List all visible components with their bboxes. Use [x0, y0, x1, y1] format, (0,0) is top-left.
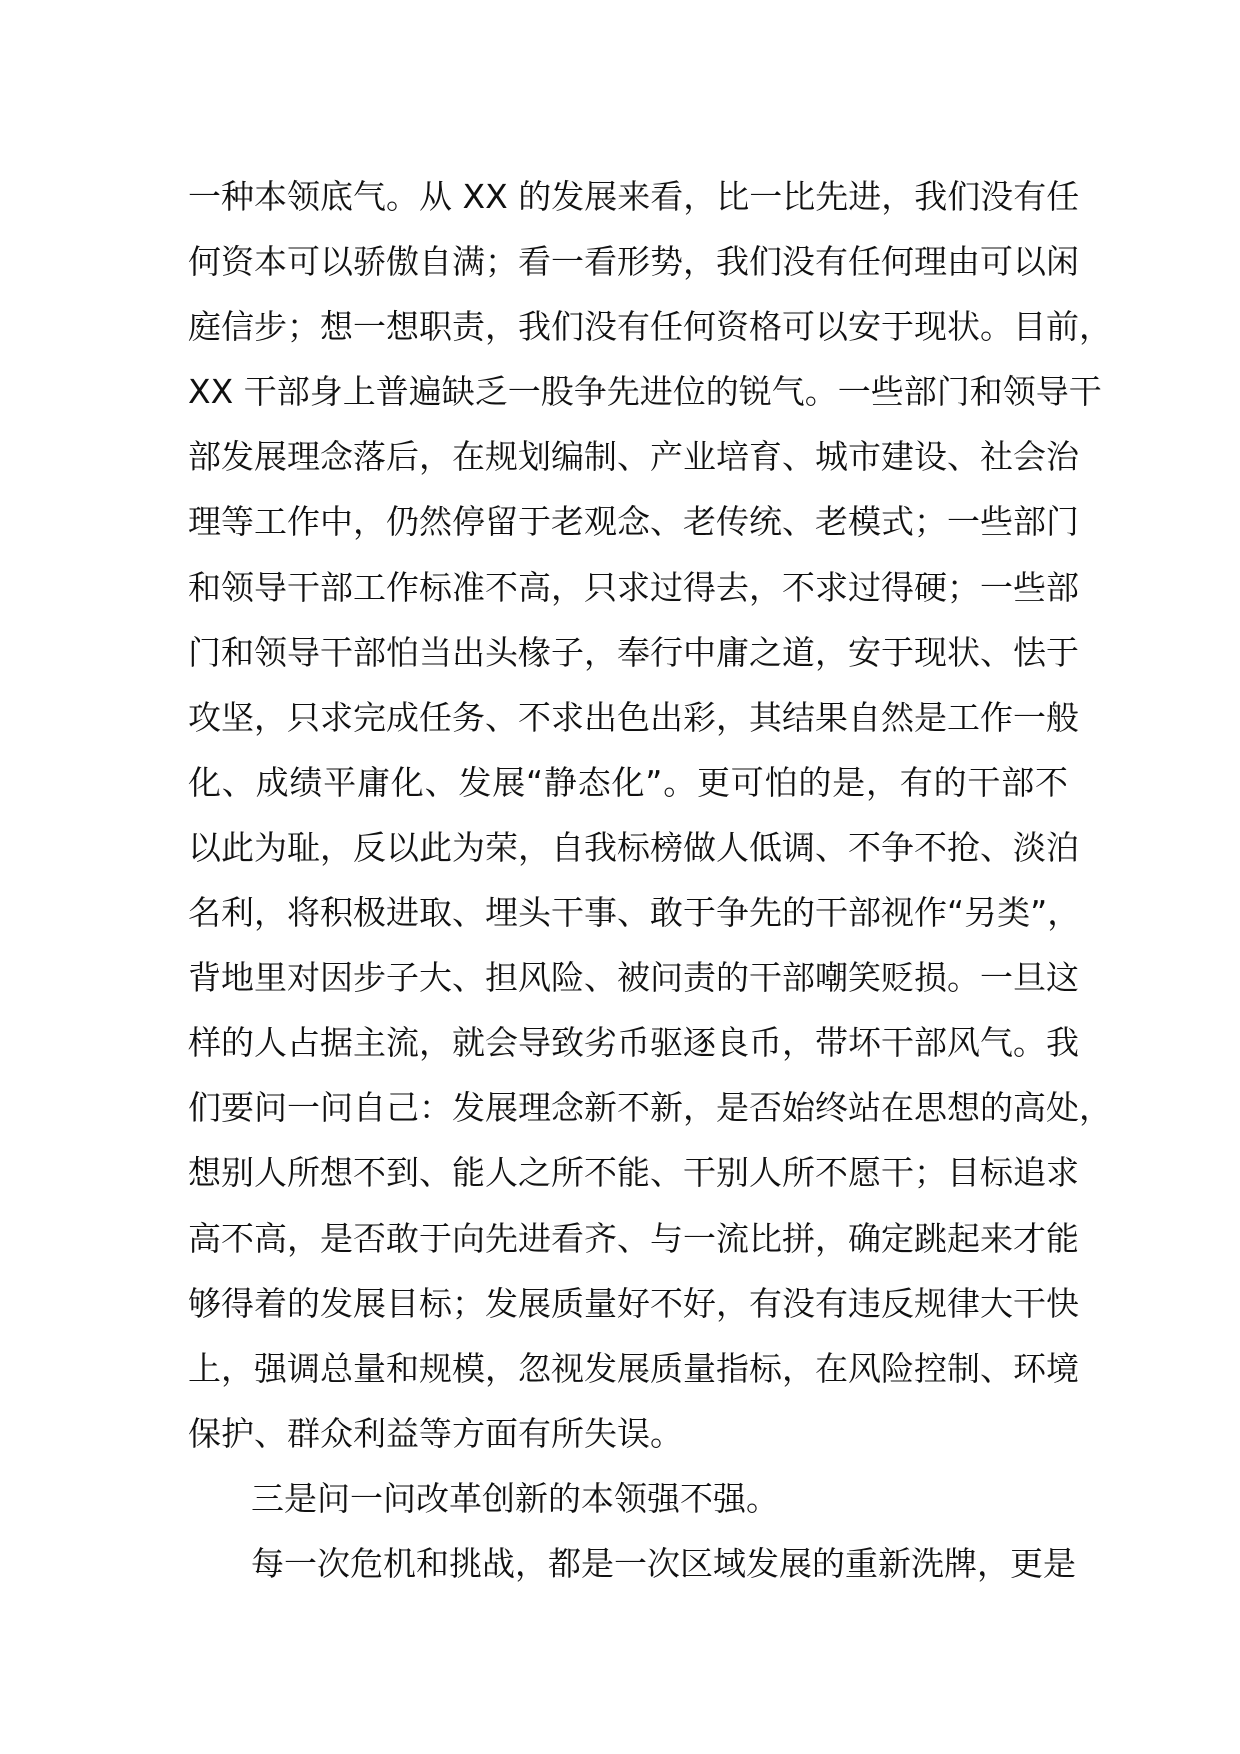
body-text	[188, 164, 1112, 1596]
paragraph-line: 门和领导干部怕当出头椽子，奉行中庸之道，安于现状、怯于	[188, 632, 1079, 672]
paragraph-line: 以此为耻，反以此为荣，自我标榜做人低调、不争不抢、淡泊	[188, 827, 1079, 867]
paragraph-line: 想别人所想不到、能人之所不能、干别人所不愿干；目标追求	[188, 1153, 1079, 1193]
section-heading: 三是问一问改革创新的本领强不强。	[251, 1478, 779, 1518]
paragraph-line: 名利，将积极进取、埋头干事、敢于争先的干部视作“另类”，	[188, 893, 1081, 933]
paragraph-line: 攻坚，只求完成任务、不求出色出彩，其结果自然是工作一般	[188, 697, 1079, 737]
paragraph-line: XX 干部身上普遍缺乏一股争先进位的锐气。一些部门和领导干	[188, 372, 1102, 412]
paragraph-line: 样的人占据主流，就会导致劣币驱逐良币，带坏干部风气。我	[188, 1023, 1079, 1063]
paragraph-line: 够得着的发展目标；发展质量好不好，有没有违反规律大干快	[188, 1283, 1079, 1323]
paragraph-line: 高不高，是否敢于向先进看齐、与一流比拼，确定跳起来才能	[188, 1218, 1079, 1258]
paragraph-line: 一种本领底气。从 XX 的发展来看，比一比先进，我们没有任	[188, 177, 1080, 216]
paragraph-line: 们要问一问自己：发展理念新不新，是否始终站在思想的高处，	[188, 1088, 1112, 1128]
paragraph-line: 上，强调总量和规模，忽视发展质量指标，在风险控制、环境	[188, 1348, 1079, 1388]
paragraph-line: 庭信步；想一想职责，我们没有任何资格可以安于现状。目前，	[188, 307, 1112, 347]
paragraph-line: 理等工作中，仍然停留于老观念、老传统、老模式；一些部门	[188, 502, 1079, 542]
paragraph-first-line: 每一次危机和挑战，都是一次区域发展的重新洗牌，更是	[251, 1543, 1076, 1583]
paragraph-line: 何资本可以骄傲自满；看一看形势，我们没有任何理由可以闲	[188, 242, 1079, 282]
paragraph-line: 和领导干部工作标准不高，只求过得去，不求过得硬；一些部	[188, 567, 1079, 607]
paragraph-line: 化、成绩平庸化、发展“静态化”。更可怕的是，有的干部不	[188, 762, 1068, 802]
paragraph-line: 部发展理念落后，在规划编制、产业培育、城市建设、社会治	[188, 437, 1079, 477]
paragraph-last-line: 保护、群众利益等方面有所失误。	[188, 1413, 683, 1453]
paragraph-line: 背地里对因步子大、担风险、被问责的干部嘲笑贬损。一旦这	[188, 958, 1079, 998]
